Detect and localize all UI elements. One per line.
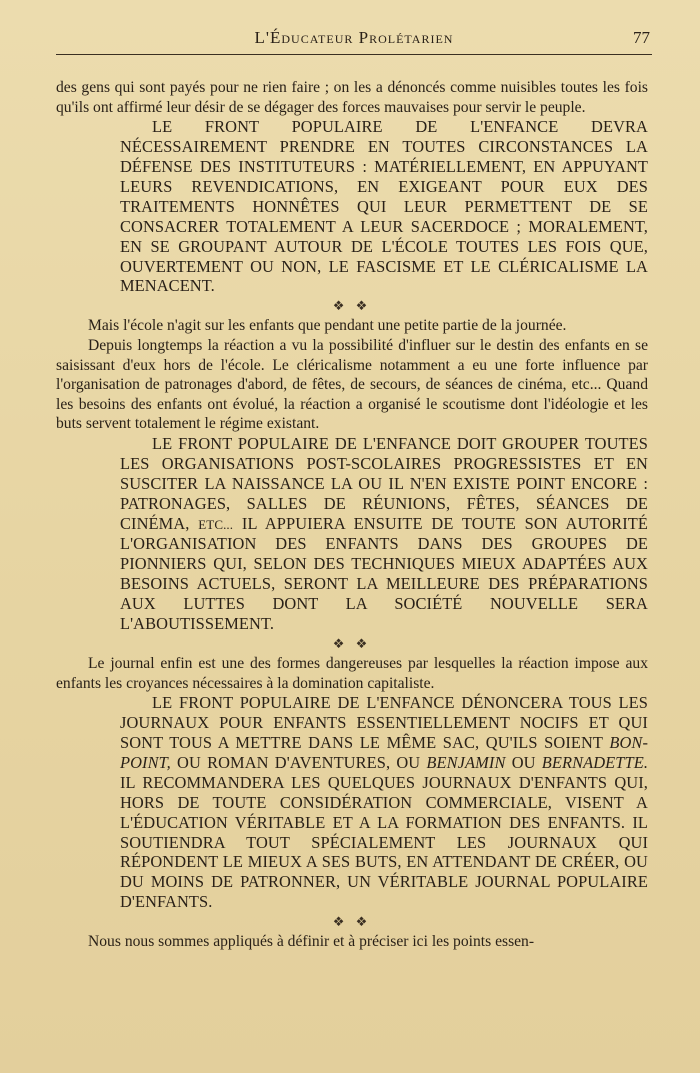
paragraph-intro: des gens qui sont payés pour ne rien faire ; on les a dénoncés comme nuisibles toutes les fois qu'ils ont affirmé leur désir de se dégager des forces mauvaises pour servir le peuple. xyxy=(56,79,648,116)
journal-title-bernadette: BERNADETTE. xyxy=(541,752,649,772)
ornament-separator: ❖ ❖ xyxy=(332,298,372,314)
paragraph-reaction: Depuis longtemps la réaction a vu la possibilité d'influer sur le destin des enfants en se saisissant d'eux hors de l'école. Le cléricalisme notamment a eu une forte influence par l'organisation de patronages d'abord, de fêtes, de secours, de séances de cinéma, etc... Quand les besoins des enfants ont évolué, la réaction a organisé le scoutisme dont l'idéologie et les buts servent totalement le régime existant. xyxy=(56,336,648,433)
caps-block-instituteurs: LE FRONT POPULAIRE DE L'ENFANCE DEVRA NÉCESSAIREMENT PRENDRE EN TOUTES CIRCONSTANCES LA DÉFENSE DES INSTITUTEURS : MATÉRIELLEMENT, EN APPUYANT LEURS REVENDICATIONS, EN EXIGEANT POUR EUX DES TRAITEMENTS HONNÊTES QUI LEUR PERMETTENT DE SE CONSACRER TOTALEMENT A LEUR SACERDOCE ; MORALEMENT, EN SE GROUPANT AUTOUR DE L'ÉCOLE TOUTES LES FOIS QUE, OUVERTEMENT OU NON, LE FASCISME ET LE CLÉRICALISME LA MENACENT. xyxy=(120,117,648,296)
paragraph-ecole: Mais l'école n'agit sur les enfants que pendant une petite partie de la journée. xyxy=(88,317,567,335)
running-title: L'Éducateur Prolétarien xyxy=(254,28,454,47)
caps-etc: ETC... xyxy=(198,516,234,532)
paragraph-conclusion: Nous nous sommes appliqués à définir et à préciser ici les points essen- xyxy=(88,933,535,951)
caps-text: OU ROMAN D'AVENTURES, OU xyxy=(177,752,421,772)
page-number: 77 xyxy=(633,28,650,47)
paragraph-journal: Le journal enfin est une des formes dangereuses par lesquelles la réaction impose aux enfants les croyances nécessaires à la domination capitaliste. xyxy=(56,654,648,692)
caps-text: LE FRONT POPULAIRE DE L'ENFANCE DÉNONCERA TOUS LES JOURNAUX POUR ENFANTS ESSENTIELLEMENT NOCIFS ET QUI SONT TOUS A METTRE DANS LE MÊME SAC, QU'ILS SOIENT xyxy=(120,693,648,752)
caps-text: IL RECOMMANDERA LES QUELQUES JOURNAUX D'ENFANTS QUI, HORS DE TOUTE CONSIDÉRATION COMMERCIALE, VISENT A L'ÉDUCATION VÉRITABLE ET A LA FORMATION DES ENFANTS. IL SOUTIENDRA TOUT SPÉCIALEMENT LES JOURNAUX QUI RÉPONDENT LE MIEUX A SES BUTS, EN ATTENDANT DE CRÉER, OU DU MOINS DE PATRONNER, UN VÉRITABLE JOURNAL POPULAIRE D'ENFANTS. xyxy=(120,772,648,912)
caps-text: LE FRONT POPULAIRE DE L'ENFANCE DOIT GROUPER TOUTES LES ORGANISATIONS POST-SCOLAIRES PROGRESSISTES ET EN SUSCITER LA NAISSANCE LA OU IL N'EN EXISTE POINT ENCORE : PATRONAGES, SALLES DE RÉUNIONS, FÊTES, SÉANCES DE CINÉMA, xyxy=(120,433,648,533)
page-header xyxy=(56,26,652,55)
ornament-separator: ❖ ❖ xyxy=(332,635,372,651)
ornament-separator: ❖ ❖ xyxy=(332,914,372,930)
caps-text: IL APPUIERA ENSUITE DE TOUTE SON AUTORITÉ L'ORGANISATION DES ENFANTS DANS DES GROUPES DE PIONNIERS QUI, SELON DES TECHNIQUES MIEUX ADAPTÉES AUX BESOINS ACTUELS, SERONT LA MEILLEURE DES PRÉPARATIONS AUX LUTTES DONT LA SOCIÉTÉ NOUVELLE SERA L'ABOUTISSEMENT. xyxy=(120,513,649,634)
caps-block-organisations xyxy=(120,434,648,634)
caps-text: OU xyxy=(511,752,536,772)
journal-title-bon-point: BON-POINT, xyxy=(120,732,649,772)
body-text xyxy=(56,78,648,952)
caps-block-journaux xyxy=(120,693,648,912)
journal-title-benjamin: BENJAMIN xyxy=(426,752,506,772)
